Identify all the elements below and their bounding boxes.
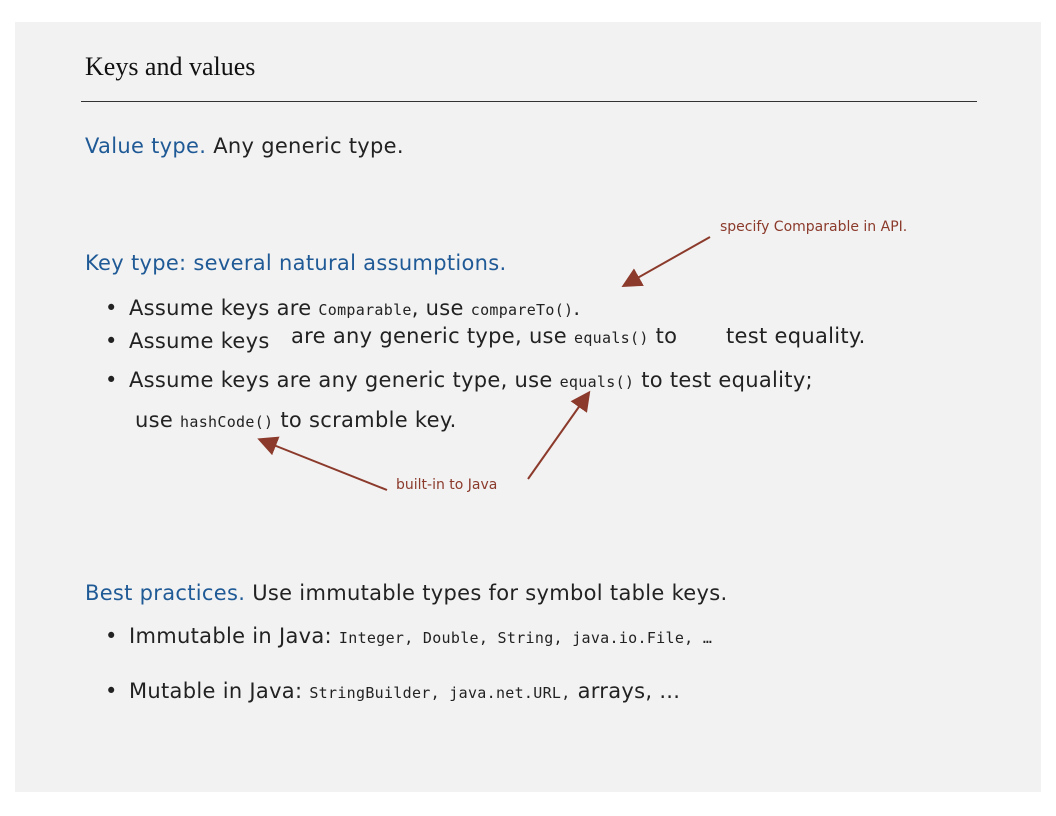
key-type-text: several natural assumptions. <box>193 251 507 275</box>
note-comparable: specify Comparable in API. <box>720 219 908 235</box>
bullet-text: . <box>573 296 581 320</box>
bullet-text: Assume keys <box>129 329 270 353</box>
code-comparable: Comparable <box>318 301 412 319</box>
slide <box>15 22 1041 792</box>
bullet-text: to test equality; <box>634 368 813 392</box>
annotation-arrows <box>15 22 1041 792</box>
arrow-to-equals <box>528 394 588 479</box>
key-type-label: Key type: <box>85 251 187 275</box>
key-bullet-equals-end: test equality. <box>726 324 866 348</box>
immutable-list: Integer, Double, String, java.io.File, … <box>338 629 713 647</box>
code-equals: equals() <box>574 329 649 347</box>
arrow-to-hashcode <box>261 440 387 490</box>
bullet-text: Assume keys are any generic type, use <box>129 368 560 392</box>
code-equals: equals() <box>559 373 635 391</box>
best-practices-label: Best practices. <box>85 581 246 605</box>
bullet-dot: • <box>105 624 118 648</box>
code-compareto: compareTo() <box>470 301 574 319</box>
bullet-dot: • <box>105 296 118 320</box>
best-practices-text: Use immutable types for symbol table keys. <box>252 581 728 605</box>
bullet-dot: • <box>105 679 118 703</box>
bullet-text: Assume keys are <box>129 296 319 320</box>
bullet-text: to scramble key. <box>273 408 457 432</box>
bullet-text: to <box>648 324 678 348</box>
immutable-label: Immutable in Java: <box>129 624 332 648</box>
mutable-code: StringBuilder, java.net.URL, <box>309 684 571 702</box>
mutable-label: Mutable in Java: <box>129 679 303 703</box>
arrow-to-compareto <box>625 237 710 285</box>
note-builtin: built-in to Java <box>396 477 498 493</box>
value-type-label: Value type. <box>85 134 207 158</box>
bullet-dot: • <box>105 329 118 353</box>
value-type-text: Any generic type. <box>213 134 404 158</box>
slide-title: Keys and values <box>85 52 256 81</box>
mutable-tail: arrays, ... <box>570 679 681 703</box>
bullet-dot: • <box>105 368 118 392</box>
code-hashcode: hashCode() <box>180 413 274 431</box>
bullet-text: are any generic type, use <box>291 324 574 348</box>
bullet-text: , use <box>411 296 471 320</box>
bullet-text: use <box>135 408 181 432</box>
